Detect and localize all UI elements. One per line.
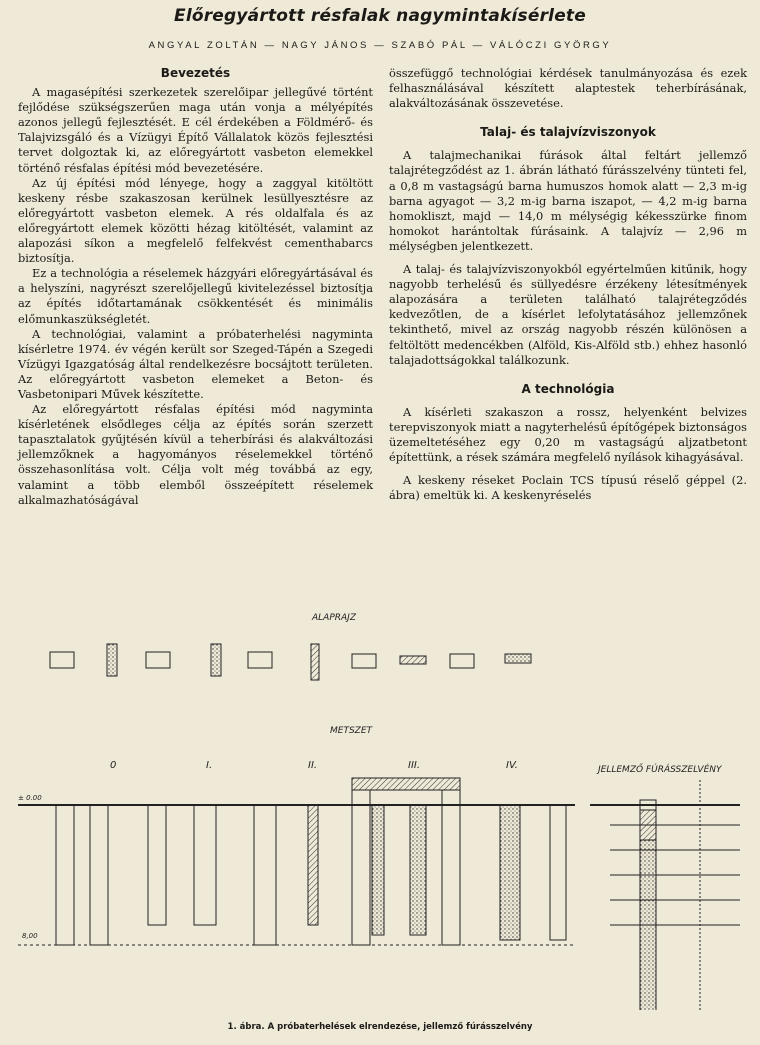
plan-view <box>50 644 531 680</box>
paragraph: Az előregyártott résfalas építési mód nagyminta kísérletének elsődleges célja az építés során szerzett tapasztalatok gyűjtésén kívül a teherbírási és alakváltozási jellemzőknek a hagyományos réselemekkel történő összehasonlítása volt. Célja volt még továbbá az egy, valamint a több elemből összeépített réselemek alkalmazhatóságával <box>18 402 373 507</box>
paragraph: A magasépítési szerkezetek szerelőipar jellegűvé történt fejlődése szükségszerűen maga után vonja a mélyépítés azonos jellegű fejlesztését. E cél érdekében a Földmérő- és Talajvizsgáló és a Vízügyi Építő Vállalatok közös fejlesztési tervet dolgoztak ki, az előregyártott vasbeton elemekkel történő résfalas építési mód bevezetésére. <box>18 85 373 175</box>
section-label: METSZET <box>330 726 373 736</box>
paragraph: A talaj- és talajvízviszonyokból egyértelműen kitűnik, hogy nagyobb terhelésű és süllyedésre érzékeny létesítmények alapozására a területen található talajrétegződés kedvezőtlen, de a kísérlet lefolytatásához jellemzőnek tekinthető, mivel az ország nagyobb részén különösen a feltöltött medencékben (Alföld, Kis-Alföld stb.) ehhez hasonló talajadottságokkal találkozunk. <box>389 262 747 367</box>
heading-soil: Talaj- és talajvízviszonyok <box>480 125 656 140</box>
paragraph: A keskeny réseket Poclain TCS típusú réselő géppel (2. ábra) emeltük ki. A keskenyréselés <box>389 473 747 503</box>
paragraph-continued: összefüggő technológiai kérdések tanulmányozása és ezek felhasználásával készített alaptestek teherbírásának, alakváltozásának összevetése. <box>389 66 747 111</box>
heading-introduction: Bevezetés <box>160 66 231 80</box>
section-label-4: IV. <box>506 760 518 771</box>
elevation-bottom: 8,00 <box>22 932 38 940</box>
section-view <box>18 778 740 1010</box>
figure-caption: 1. ábra. A próbaterhelések elrendezése, jellemző fúrásszelvény <box>227 1022 533 1032</box>
paragraph: A talajmechanikai fúrások által feltárt jellemző talajrétegződést az 1. ábrán látható fúrásszelvény tünteti fel, a 0,8 m vastagságú barna humuszos homok alatt — 2,3 m-ig barna agyagot — 3,2 m-ig barna iszapot, — 4,2 m-ig barna homokliszt, majd — 14,0 m mélységig kékesszürke finom homokot harántoltak fúrásaink. A talajvíz — 2,96 m mélységben jelentkezett. <box>389 148 747 253</box>
paragraph: A technológiai, valamint a próbaterhelési nagyminta kísérletre 1974. év végén került sor Szeged-Tápén a Szegedi Vízügyi Igazgatóság által rendelkezésre bocsájtott területen. Az előregyártott vasbeton elemeket a Beton- és Vasbetonipari Művek készítette. <box>18 326 373 401</box>
paragraph: A kísérleti szakaszon a rossz, helyenként belvizes terepviszonyok miatt a nagyterhelésű építőgépek biztonságos üzemeltetéséhez egy 0,20 m vastagságú aljzatbetont építettünk, a rések számára megfelelő nyílások kihagyásával. <box>389 404 747 465</box>
plan-label: ALAPRAJZ <box>312 613 356 623</box>
section-label-2: II. <box>308 760 318 771</box>
heading-technology: A technológia <box>521 381 615 396</box>
right-column <box>389 66 747 503</box>
article-title: Előregyártott résfalak nagymintakísérlete <box>174 6 586 26</box>
test-layout-drawing <box>0 600 760 1010</box>
figure-1 <box>0 600 760 1040</box>
paragraph: Ez a technológia a réselemek házgyári előregyártásával és a helyszíni, nagyrészt szerelőjellegű kivitelezéssel biztosítja az építés időtartamának csökkentését és minimális előmunkaszükségletét. <box>18 266 373 326</box>
section-label-0: 0 <box>110 760 117 771</box>
left-column <box>18 66 373 508</box>
paragraph: Az új építési mód lényege, hogy a zaggyal kitöltött keskeny résbe szakaszosan kerülnek lesüllyesztésre az előregyártott vasbeton elemek. A rés oldalfala és az előregyártott elemek közötti hézag kitöltését, valamint az alapozási síkon a megfelelő felfekvést cementhabarcs biztosítja. <box>18 175 373 266</box>
section-label-3: III. <box>408 760 421 771</box>
elevation-top: ± 0.00 <box>18 794 42 802</box>
article-authors: ANGYAL ZOLTÁN — NAGY JÁNOS — SZABÓ PÁL — VÁLÓCZI GYÖRGY <box>148 40 612 51</box>
boring-label: JELLEMZŐ FÚRÁSSZELVÉNY <box>598 765 722 775</box>
section-label-1: I. <box>206 760 213 771</box>
